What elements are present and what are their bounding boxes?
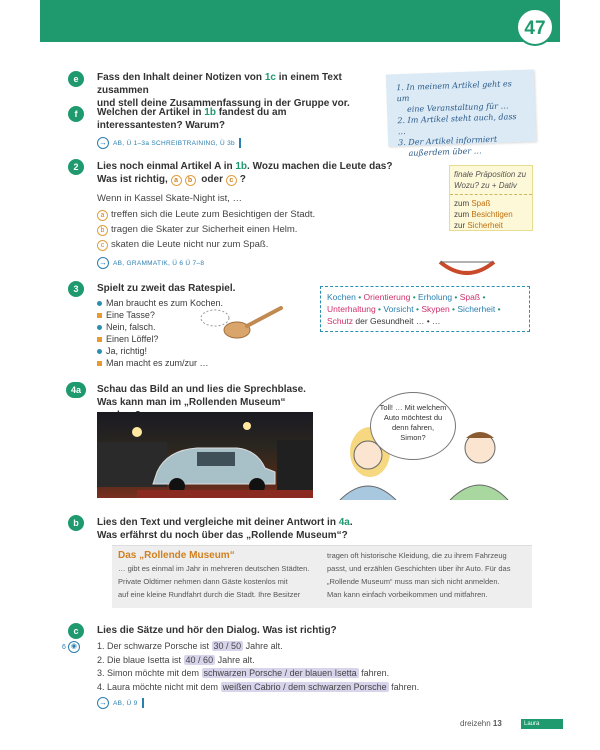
task-f-text: Welchen der Artikel in 1b fandest du am interessantesten? Warum?: [97, 107, 287, 131]
grammar-box-final-preposition: finale Präposition zu Wozu? zu + Dativ zum Spaß zum Besichtigen zur Sicherheit: [449, 165, 533, 231]
task-badge-c: c: [68, 623, 84, 639]
arrow-right-icon: →: [98, 698, 108, 707]
spoon-illustration: [195, 300, 285, 345]
list-item: Man braucht es zum Kochen.: [97, 297, 237, 309]
museum-text-box: [112, 545, 532, 608]
task-badge-b: b: [68, 515, 84, 531]
task-badge-f: f: [68, 106, 84, 122]
task-3-title: Spielt zu zweit das Ratespiel.: [97, 283, 236, 294]
task-badge-3: 3: [68, 281, 84, 297]
list-item: Nein, falsch.: [97, 321, 237, 333]
task-2-text: Lies noch einmal Artikel A in 1b. Wozu machen die Leute das? Was ist richtig, a b oder c ?: [97, 161, 393, 185]
task-4a-text: Schau das Bild an und lies die Sprechblase. Was kann man im „Rollenden Museum“: [97, 384, 306, 408]
list-item: Ja, richtig!: [97, 345, 237, 357]
task-e-text: Fass den Inhalt deiner Notizen von 1c in einem Text zusammen und stell deine Zusammenfassung in der Gruppe vor.: [97, 72, 350, 109]
workbook-reference-2[interactable]: → AB, GRAMMATIK, Ü 6 Ü 7–8: [98, 258, 205, 267]
list-item: Eine Tasse?: [97, 309, 237, 321]
museum-col-left: … gibt es einmal im Jahr in mehreren deutschen Städten. Private Oldtimer nehmen dann Gäste kostenlos mit auf eine kleine Rundfahrt durch die Stadt. Ihre Besitzer: [118, 564, 310, 599]
statement: 1. Der schwarze Porsche ist 30 / 50 Jahre alt.: [97, 641, 283, 651]
task-badge-4a: 4a: [66, 382, 86, 398]
task-badge-2: 2: [68, 159, 84, 175]
list-item: Man macht es zum/zur …: [97, 357, 237, 369]
list-item: Einen Löffel?: [97, 333, 237, 345]
audio-icon: ◉: [68, 641, 80, 653]
workbook-reference-f[interactable]: → AB, Ü 1–3a SCHREIBTRAINING, Ü 3b: [97, 137, 241, 149]
audio-track[interactable]: 6 ◉: [62, 641, 80, 653]
vintage-car-photo: [97, 412, 313, 498]
arrow-right-icon: →: [98, 138, 108, 147]
statement: 4. Laura möchte nicht mit dem weißen Cabrio / dem schwarzen Porsche fahren.: [97, 681, 420, 692]
vocabulary-box: Kochen • Orientierung • Erholung • Spaß • Unterhaltung • Vorsicht • Skypen • Sicherheit • Schutz der Gesundheit … • …: [320, 286, 530, 332]
workbook-reference-c[interactable]: → AB, Ü 9: [97, 697, 144, 709]
task-badge-e: e: [68, 71, 84, 87]
header-bar: [40, 0, 560, 42]
arrow-right-icon: →: [98, 258, 108, 267]
car-scene-icon: [97, 412, 313, 498]
statement: 3. Simon möchte mit dem schwarzen Porsche / der blauen Isetta fahren.: [97, 668, 390, 678]
speech-bubble: Toll! … Mit welchem Auto möchtest du denn fahren, Simon?: [370, 392, 456, 460]
statement-list: [97, 640, 447, 694]
sticky-note: 1. In meinem Artikel geht es um eine Veranstaltung für … 2. Im Artikel steht auch, dass … 3. Der Artikel informiert außerdem über …: [386, 69, 536, 146]
footer-page: dreizehn 13: [460, 719, 502, 728]
statement: 2. Die blaue Isetta ist 40 / 60 Jahre alt.: [97, 654, 255, 665]
museum-col-right: tragen oft historische Kleidung, die zu ihrem Fahrzeug passt, und erzählen Geschichten über ihr Auto. Für das „Rollende Museum“ muss man sich nicht anmelden. Man kann einfach vorbeikommen und mitfahren.: [327, 551, 511, 599]
museum-title: Das „Rollende Museum“: [118, 550, 235, 561]
task-2-options: Wenn in Kassel Skate-Night ist, … a treffen sich die Leute zum Besichtigen der Stadt. b tragen die Skater zur Sicherheit einen Helm. c skaten die Leute nicht nur zum Spaß.: [97, 193, 316, 250]
footer-chapter-label: Laura: [521, 719, 563, 729]
hammock-illustration: [438, 258, 496, 284]
task-b-text: Lies den Text und vergleiche mit deiner Antwort in 4a. Was erfährst du noch über das „Rollende Museum“?: [97, 517, 353, 541]
task-c-title: Lies die Sätze und hör den Dialog. Was ist richtig?: [97, 625, 337, 636]
page-number: 47: [516, 8, 554, 46]
